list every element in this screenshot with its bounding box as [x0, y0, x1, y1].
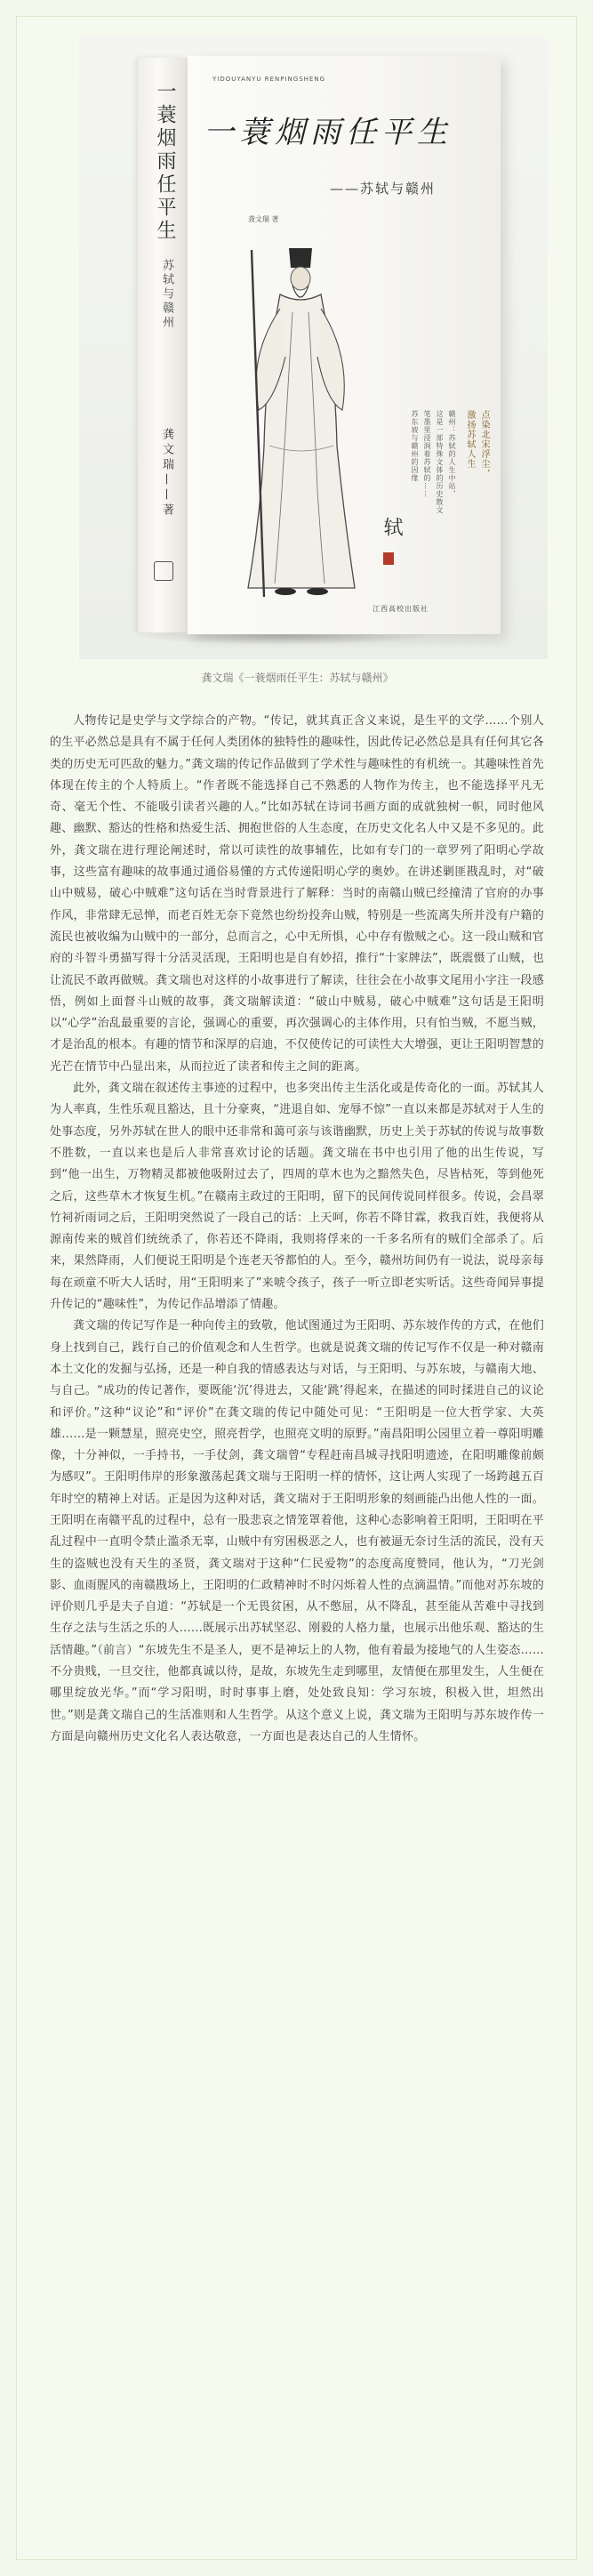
- cover-calligraphy-seal: 轼: [381, 517, 403, 536]
- poem-line: 赣州：苏轼的人生中站，: [448, 410, 456, 498]
- spine-author: 龚文瑞——著: [160, 428, 173, 519]
- cover-title: 一蓑烟雨任平生: [204, 115, 453, 150]
- red-seal-stamp: [383, 552, 394, 565]
- image-caption: 龚文瑞《一蓑烟雨任平生：苏轼与赣州》: [201, 672, 394, 684]
- content-frame: [16, 16, 577, 2560]
- poem-line: 激扬苏轼人生: [465, 410, 475, 469]
- cover-author: 龚文瑞 著: [248, 215, 279, 223]
- poem-line: 苏东坡与赣州的因缘: [411, 410, 419, 482]
- article-body: [50, 711, 544, 1748]
- poem-line: 点染北宋浮尘，: [479, 410, 489, 479]
- cover-publisher: 江西高校出版社: [373, 605, 429, 613]
- book-cover-photo: [79, 36, 548, 659]
- article-paragraph: 人物传记是史学与文学综合的产物。“传记，就其真正含义来说，是生平的文学……个别人的生平必然总是具有不属于任何人类团体的独特性的趣味性，因此传记必然总是具有任何其它各类的历史无可匹敌的魅力。”龚文瑞的传记作品做到了学术性与趣味性的有机统一。其趣味性首先体现在传主的个人特质上。“作者既不能选择自己不熟悉的人物作为传主，也不能选择平凡无奇、毫无个性、不能吸引读者兴趣的人。”比如苏轼在诗词书画方面的成就独树一帜，同时他风趣、幽默、豁达的性格和热爱生活、拥抱世俗的人生态度，在历史文化名人中又是不多见的。此外，龚文瑞在进行理论阐述时，常以可读性的故事辅佐，比如有专门的一章罗列了阳明心学故事，这些富有趣味的故事通过通俗易懂的方式传递阳明心学的奥妙。在讲述剿匪戡乱时，对“破山中贼易，破心中贼难”这句话在当时背景进行了解释：当时的南赣山贼已经撞清了官府的办事作风，非常肆无忌惮，而老百姓无奈下竟然也纷纷投奔山贼，特别是一些流离失所并没有户籍的流民也被收编为山贼中的一部分，总而言之，心中无所惧，心中存有傲贼之心。这一段山贼和官府的斗智斗勇描写得十分活灵活现，王阳明也是自有妙招，推行“十家牌法”，既震慑了山贼，也让流民不敢再做贼。龚文瑞也对这样的小故事进行了解读，往往会在小故事文尾用小字注一段感悟，例如上面督斗山贼的故事，龚文瑞解读道：“破山中贼易，破心中贼难”这句话是王阳明以“心学”治乱最重要的言论，强调心的重要，再次强调心的主体作用，只有怕当贼，不愿当贼，才是治乱的根本。有趣的情节和深厚的启迪，不仅使传记的可读性大大增强，更让王阳明智慧的光芒在情节中凸显出来，从而拉近了读者和传主之间的距离。: [50, 714, 544, 1074]
- article-paragraph: 龚文瑞的传记写作是一种向传主的致敬，他试图通过为王阳明、苏东坡作传的方式，在他们身上找到自己，践行自己的价值观念和人生哲学。也就是说龚文瑞的传记写作不仅是一种对赣南本土文化的发掘与弘扬，还是一种自我的情感表达与对话，与王阳明、与苏东坡，与赣南大地、与自己。“成功的传记著作，要既能‘沉’得进去，又能‘跳’得起来，在描述的同时揉进自己的议论和评价。”这种“议论”和“评价”在龚文瑞的传记中随处可见：“王阳明是一位大哲学家、大英雄……是一颗慧星，照亮史空，照亮哲学，也照亮文明的原野。”南昌阳明公园里立着一尊阳明雕像，十分神似，一手持书，一手仗剑，龚文瑞曾“专程赶南昌城寻找阳明遗迹，在阳明雕像前颇为感叹”。王阳明伟岸的形象激荡起龚文瑞与王阳明一样的情怀，这让两人实现了一场跨越五百年时空的精神上对话。正是因为这种对话，龚文瑞对于王阳明形象的刻画能凸出他人性的一面。王阳明在南赣平乱的过程中，总有一股悲哀之情笼罩着他，这种心态影响着王阳明，王阳明在平乱过程中一直明令禁止滥杀无辜，山贼中有穷困极恶之人，也有被逼无奈讨生活的流民，没有天生的盗贼也没有天生的圣贤，龚文瑞对于这种“仁民爱物”的态度高度赞同，他认为，“刀光剑影、血雨腥风的南赣戡场上，王阳明的仁政精神时不时闪烁着人性的点滴温情。”而他对苏东坡的评价则几乎是夫子自道：“苏轼是一个无畏贫困，从不憋屈，从不降乱，甚至能从苦难中寻找到生存之法与生活之乐的人……既展示出苏轼坚忍、刚毅的人格力量，也展示出他乐观、豁达的生活情趣。”（前言）“东坡先生不是圣人，更不是神坛上的人物，他有着最为接地气的人生姿态……不分贵贱，一旦交往，他都真诚以待，是故，东坡先生走到哪里，友情便在那里发生，人生便在哪里绽放光华。”而“学习阳明，时时事事上磨，处处致良知：学习东坡，积极入世，坦然出世。”则是龚文瑞自己的生活准则和人生哲学。从这个意义上说，龚文瑞为王阳明与苏东坡作传一方面是向赣州历史文化名人表达敬意，一方面也是表达自己的人生情怀。: [50, 1319, 544, 1743]
- su-shi-figure-illustration: [212, 223, 390, 615]
- spine-subtitle: 苏轼与赣州: [160, 259, 173, 330]
- poem-line: 笔墨里浸润着苏轼的……: [423, 410, 431, 498]
- spine-title: 一蓑烟雨任平生: [154, 81, 176, 243]
- publisher-logo-icon: [154, 561, 173, 581]
- cover-pinyin: YIDOUYANYU RENPINGSHENG: [212, 76, 326, 83]
- cover-subtitle: ——苏轼与赣州: [330, 181, 437, 197]
- cover-poem-block: [399, 410, 488, 588]
- poem-line: 这是一部特殊文体的历史散文: [436, 410, 444, 514]
- article-paragraph: 此外，龚文瑞在叙述传主事迹的过程中，也多突出传主生活化或是传奇化的一面。苏轼其人为人率真，生性乐观且豁达，且十分豪爽，“进退自如、宠辱不惊”一直以来都是苏轼对于人生的处事态度，另外苏轼在世人的眼中还非常和蔼可亲与该谐幽默，历史上关于苏轼的传说与故事数不胜数，一直以来也是后人非常喜欢讨论的话题。龚文瑞在书中也引用了他的出生传说，写到“他一出生，万物精灵都被他吸附过去了，四周的草木也为之黯然失色，尽皆枯死，等到他死之后，这些草木才恢复生机。”在赣南主政过的王阳明，留下的民间传说同样很多。传说，会昌翠竹祠祈雨词之后，王阳明突然说了一段自己的话：上天呵，你若不降甘霖，救我百姓，我便将从源南传来的贼首们统统杀了，你若还不降雨，我则将俘来的一千多名所有的贼们全部杀了。后来，果然降雨，人们便说王阳明是个连老天爷都怕的人。至今，赣州坊间仍有一说法，说母亲每每在顽童不听大人话时，用“王阳明来了”来唬令孩子，孩子一听立即老实听话。这些奇闻异事提升传记的“趣味性”，为传记作品增添了情趣。: [50, 1082, 544, 1312]
